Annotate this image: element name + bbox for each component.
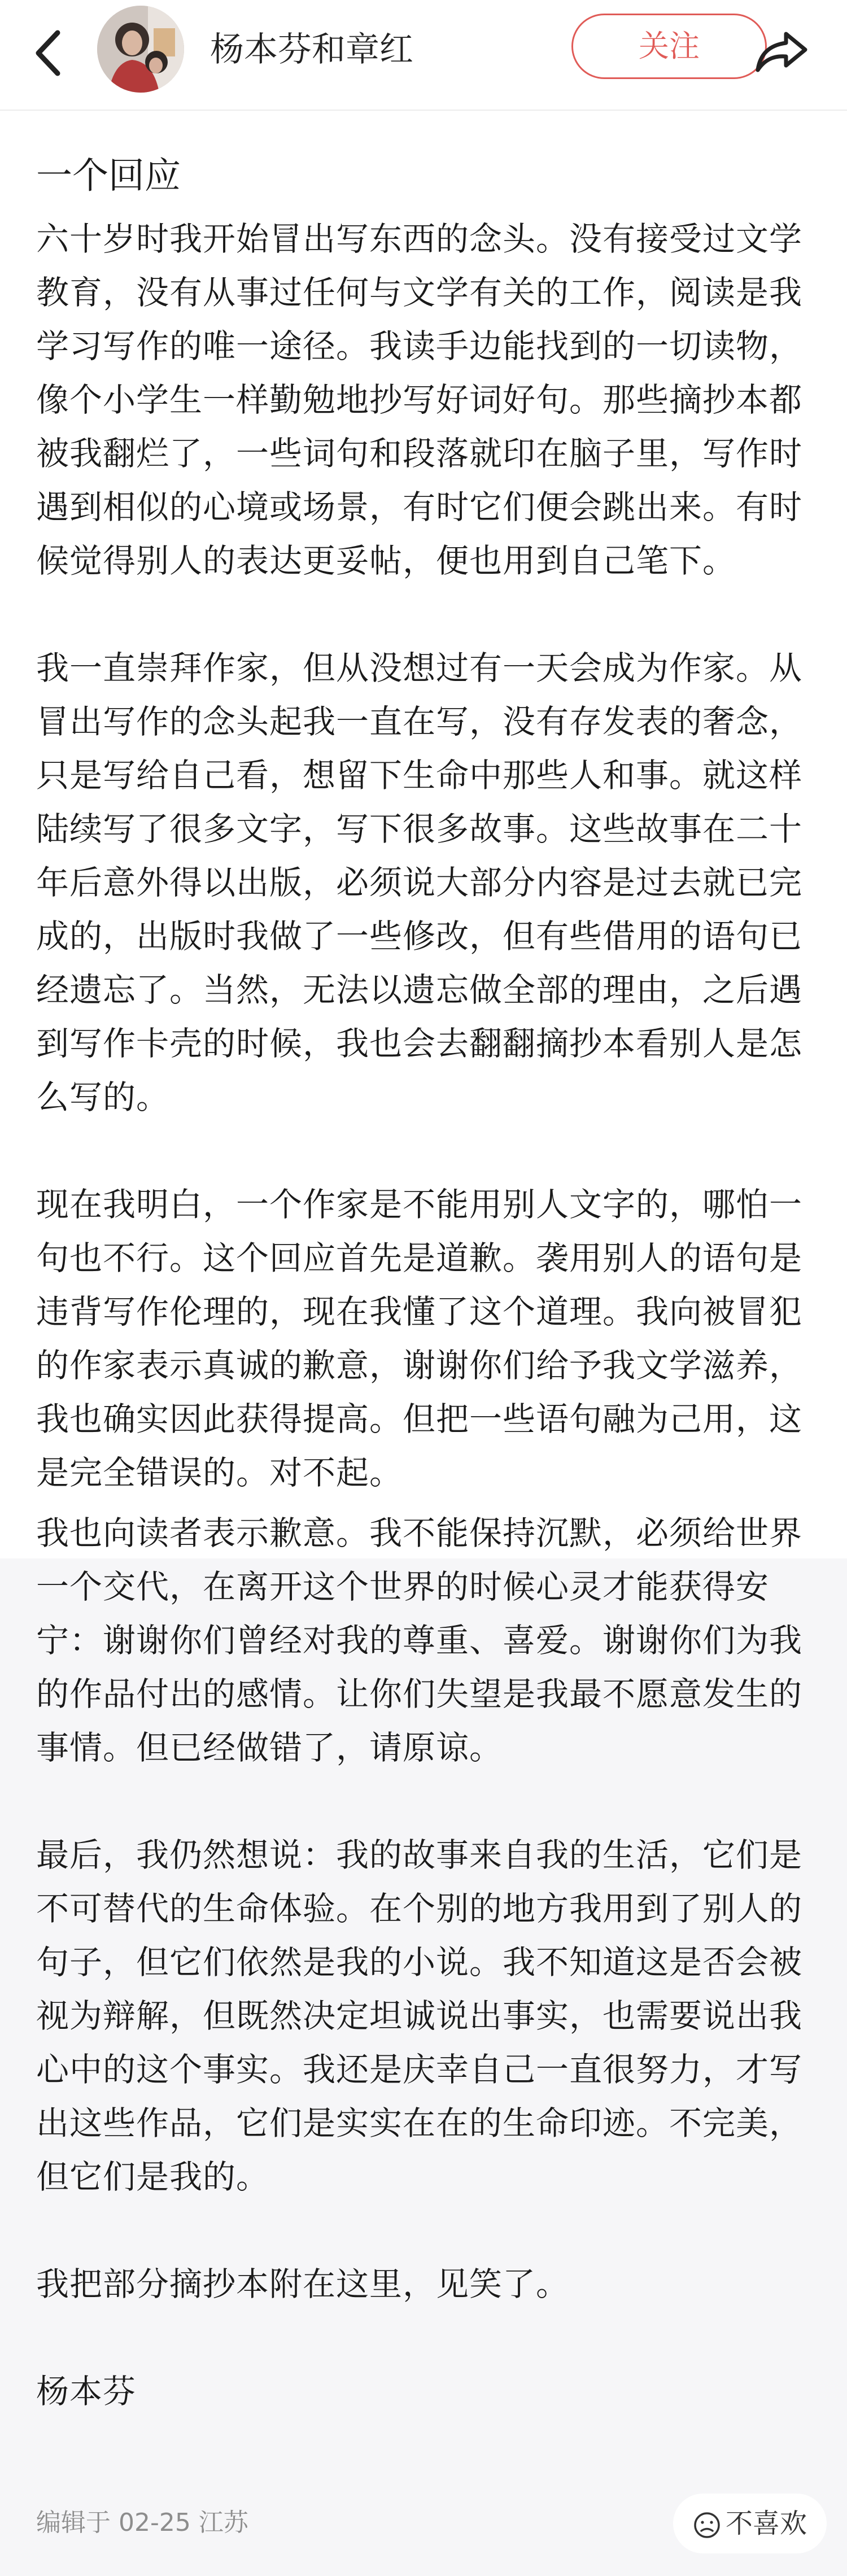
avatar-photo (97, 6, 184, 93)
paragraph-6: 我把部分摘抄本附在这里，见笑了。 (36, 2265, 570, 2303)
paragraph-3: 现在我明白，一个作家是不能用别人文字的，哪怕一句也不行。这个回应首先是道歉。袭用别人的语句是违背写作伦理的，现在我懂了这个道理。我向被冒犯的作家表示真诚的歉意，谢谢你们给予我文学滋养，我也确实因此获得提高。但把一些语句融为己用，这是完全错误的。对不起。 (36, 1185, 803, 1492)
sad-face-icon (693, 2511, 721, 2539)
share-button[interactable] (751, 20, 813, 82)
avatar[interactable] (97, 6, 184, 93)
chevron-left-icon (29, 25, 69, 81)
signature: 杨本芬 (36, 2372, 137, 2411)
paragraph-2: 我一直崇拜作家，但从没想过有一天会成为作家。从冒出写作的念头起我一直在写，没有存发表的奢念，只是写给自己看，想留下生命中那些人和事。就这样陆续写了很多文字，写下很多故事。这些故事在二十年后意外得以出版，必须说大部分内容是过去就已完成的，出版时我做了一些修改，但有些借用的语句已经遗忘了。当然，无法以遗忘做全部的理由，之后遇到写作卡壳的时候，我也会去翻翻摘抄本看别人是怎么写的。 (36, 649, 803, 1116)
paragraph-1: 六十岁时我开始冒出写东西的念头。没有接受过文学教育，没有从事过任何与文学有关的工作，阅读是我学习写作的唯一途径。我读手边能找到的一切读物，像个小学生一样勤勉地抄写好词好句。那些摘抄本都被我翻烂了，一些词句和段落就印在脑子里，写作时遇到相似的心境或场景，有时它们便会跳出来。有时候觉得别人的表达更妥帖，便也用到自己笔下。 (36, 220, 803, 580)
article-body (36, 148, 815, 2418)
edited-info: 编辑于 02-25 江苏 (36, 2508, 248, 2537)
dislike-button[interactable] (673, 2494, 827, 2553)
dislike-label: 不喜欢 (725, 2508, 807, 2539)
paragraph-5: 最后，我仍然想说：我的故事来自我的生活，它们是不可替代的生命体验。在个别的地方我用到了别人的句子，但它们依然是我的小说。我不知道这是否会被视为辩解，但既然决定坦诚说出事实，也需要说出我心中的这个事实。我还是庆幸自己一直很努力，才写出这些作品，它们是实实在在的生命印迹。不完美，但它们是我的。 (36, 1836, 803, 2196)
share-arrow-icon (751, 20, 813, 82)
top-nav-bar (0, 0, 847, 111)
article-title: 一个回应 (36, 155, 181, 197)
follow-button[interactable]: 关注 (571, 14, 767, 79)
back-button[interactable] (29, 25, 69, 81)
paragraph-4: 我也向读者表示歉意。我不能保持沉默，必须给世界一个交代，在离开这个世界的时候心灵才能获得安宁：谢谢你们曾经对我的尊重、喜爱。谢谢你们为我的作品付出的感情。让你们失望是我最不愿意发生的事情。但已经做错了，请原谅。 (36, 1514, 803, 1767)
author-name[interactable]: 杨本芬和章红 (210, 30, 413, 69)
